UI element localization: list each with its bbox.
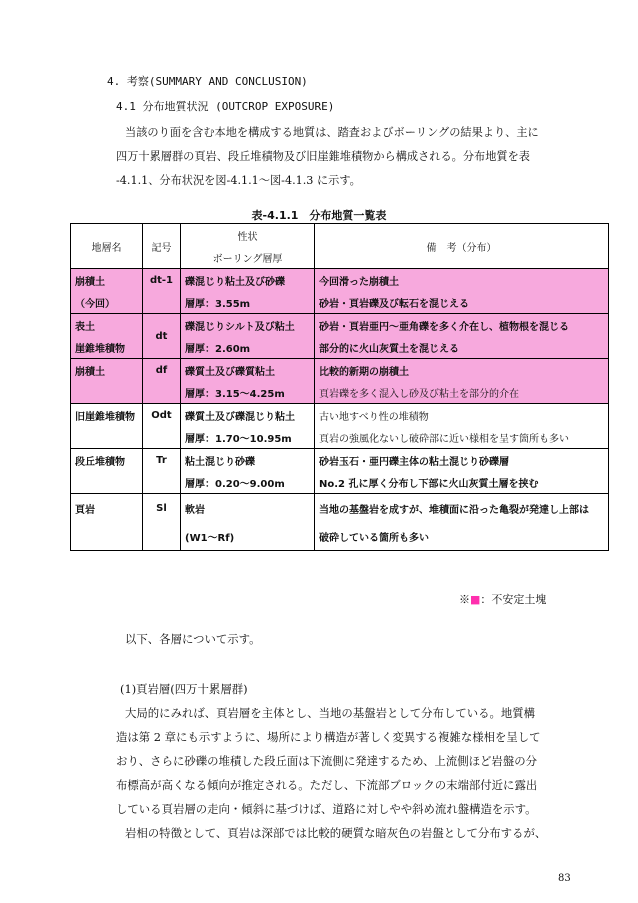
stratum-thickness: 層厚：3.15～4.25m <box>181 381 315 404</box>
stratum-property: 軟岩 <box>181 494 315 523</box>
stratum-thickness: 層厚：2.60m <box>181 336 315 359</box>
stratum-name: 崩積土 <box>71 269 143 292</box>
stratum-remark: 砂岩玉石・亜円礫主体の粘土混じり砂礫層 <box>315 449 609 472</box>
stratum-remark: 頁岩の強風化ないし破砕部に近い様相を呈す箇所も多い <box>315 426 609 449</box>
stratum-symbol: dt <box>143 314 181 359</box>
stratum-remark: 頁岩礫を多く混入し砂及び粘土を部分的介在 <box>315 381 609 404</box>
stratum-remark: 破砕している箇所も多い <box>315 522 609 551</box>
legend-mark: ※ <box>459 593 470 606</box>
legend-note <box>459 591 546 607</box>
body-line-2: 造は第 2 章にも示すように、場所により構造が著しく変異する複雑な様相を呈して <box>116 730 541 744</box>
intro-line-2: 四万十累層群の頁岩、段丘堆積物及び旧崖錐堆積物から構成される。分布地質を表 <box>116 150 530 163</box>
stratum-thickness: 層厚：3.55m <box>181 291 315 314</box>
stratum-thickness: (W1～Rf) <box>181 522 315 551</box>
legend-square-icon: ■ <box>470 593 481 606</box>
table-row <box>71 404 609 427</box>
intro-line-3: -4.1.1、分布状況を図-4.1.1～図-4.1.3 に示す。 <box>116 174 361 187</box>
stratum-name: 崖錐堆積物 <box>71 336 143 359</box>
stratum-remark: 当地の基盤岩を成すが、堆積面に沿った亀裂が発達し上部は <box>315 494 609 523</box>
stratum-name: 頁岩 <box>71 494 143 523</box>
stratum-name: 段丘堆積物 <box>71 449 143 472</box>
stratum-remark: 部分的に火山灰質土を混じえる <box>315 336 609 359</box>
stratum-symbol: Tr <box>143 449 181 472</box>
table-row <box>71 269 609 292</box>
table-header-row <box>71 224 609 247</box>
stratum-remark: No.2 孔に厚く分布し下部に火山灰質土層を挟む <box>315 471 609 494</box>
table-row <box>71 449 609 472</box>
section-heading: 4. 考察(SUMMARY AND CONCLUSION) <box>107 75 308 88</box>
geology-table <box>70 223 609 551</box>
table-row <box>71 359 609 382</box>
header-remarks: 備 考（分布） <box>315 224 609 269</box>
table-row <box>71 381 609 404</box>
intro-line-1: 当該のり面を含む本地を構成する地質は、踏査およびボーリングの結果より、主に <box>125 126 539 139</box>
stratum-remark: 砂岩・頁岩礫及び転石を混じえる <box>315 291 609 314</box>
stratum-remark: 比較的新期の崩積土 <box>315 359 609 382</box>
body-line-3: おり、さらに砂礫の堆積した段丘面は下流側に発達するため、上流側ほど岩盤の分 <box>116 754 537 768</box>
stratum-property: 礫混じり粘土及び砂礫 <box>181 269 315 292</box>
table-row <box>71 494 609 523</box>
stratum-remark: 古い地すべり性の堆積物 <box>315 404 609 427</box>
body-line-6: 岩相の特徴として、頁岩は深部では比較的硬質な暗灰色の岩盤として分布するが、 <box>125 826 547 840</box>
header-boring-thickness: ボーリング層厚 <box>181 246 315 269</box>
stratum-name: 崩積土 <box>71 359 143 382</box>
subsection-heading: 4.1 分布地質状況 (OUTCROP EXPOSURE) <box>116 100 335 113</box>
body-line-4: 布標高が高くなる傾向が推定される。ただし、下流部ブロックの末端部付近に露出 <box>116 778 538 792</box>
legend-text: ：不安定土塊 <box>480 593 547 606</box>
stratum-property: 礫質土及び礫混じり粘土 <box>181 404 315 427</box>
stratum-symbol: df <box>143 359 181 382</box>
body-line-5: している頁岩層の走向・傾斜に基づけば、道路に対しやや斜め流れ盤構造を示す。 <box>116 802 537 816</box>
table-row <box>71 314 609 337</box>
stratum-property: 礫混じりシルト及び粘土 <box>181 314 315 337</box>
header-property: 性状 <box>181 224 315 247</box>
stratum-thickness: 層厚：0.20～9.00m <box>181 471 315 494</box>
stratum-property: 礫質土及び礫質粘土 <box>181 359 315 382</box>
table-row <box>71 471 609 494</box>
stratum-thickness: 層厚：1.70～10.95m <box>181 426 315 449</box>
table-row <box>71 291 609 314</box>
lead-text: 以下、各層について示す。 <box>125 632 261 646</box>
stratum-name: 旧崖錐堆積物 <box>71 404 143 427</box>
stratum-remark: 砂岩・頁岩亜円～亜角礫を多く介在し、植物根を混じる <box>315 314 609 337</box>
stratum-property: 粘土混じり砂礫 <box>181 449 315 472</box>
stratum-name: 表土 <box>71 314 143 337</box>
table-row <box>71 522 609 551</box>
table-row <box>71 426 609 449</box>
page-number: 83 <box>558 873 571 884</box>
table-caption: 表-4.1.1 分布地質一覧表 <box>251 209 387 222</box>
stratum-symbol: dt-1 <box>143 269 181 292</box>
header-stratum: 地層名 <box>71 224 143 269</box>
stratum-remark: 今回滑った崩積土 <box>315 269 609 292</box>
stratum-symbol: Odt <box>143 404 181 427</box>
stratum-symbol: Sl <box>143 494 181 523</box>
subheading: (1)頁岩層(四万十累層群) <box>120 682 248 696</box>
body-line-1: 大局的にみれば、頁岩層を主体とし、当地の基盤岩として分布している。地質構 <box>125 706 536 720</box>
stratum-name: （今回） <box>71 291 143 314</box>
header-symbol: 記号 <box>143 224 181 269</box>
